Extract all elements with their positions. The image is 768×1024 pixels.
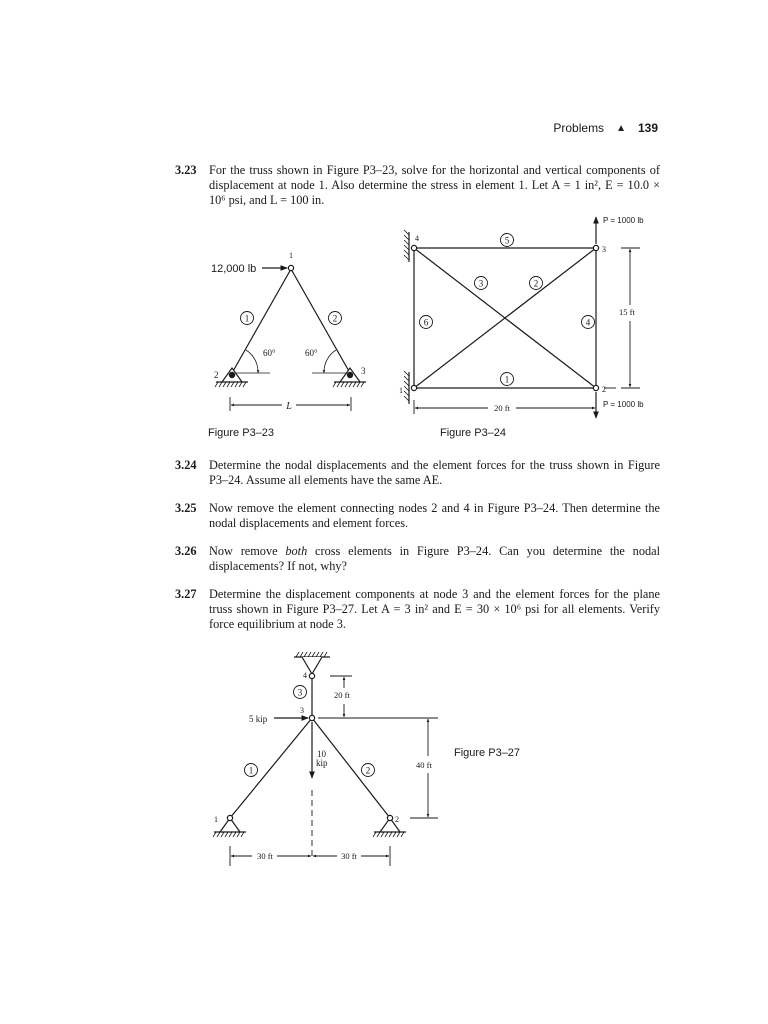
- triangle-icon: ▲: [616, 122, 626, 134]
- load-vertical-number: 10: [317, 749, 326, 759]
- caption-p3-24: Figure P3–24: [440, 427, 507, 439]
- node-4-label: 4: [415, 234, 419, 243]
- dimension-right-label: 30 ft: [341, 851, 357, 861]
- member-1: [230, 718, 312, 818]
- node-4-label: 4: [303, 671, 307, 680]
- problem-number: 3.27: [175, 587, 197, 601]
- wall-support-top: [404, 230, 409, 262]
- span-label: L: [286, 401, 292, 412]
- node-3-circle: [309, 715, 314, 720]
- dimension-side-label: 40 ft: [416, 760, 432, 770]
- problem-number: 3.23: [175, 163, 197, 177]
- element-4-label: 4: [585, 317, 591, 328]
- problem-text: For the truss shown in Figure P3–23, solve for the horizontal and vertical components of displacement at node 1. Also determine the stress in element 1. Let A = 1 in², E = 10.0 × 10⁶ psi, and L = 100 in.: [209, 163, 661, 207]
- element-5-label: 5: [504, 235, 510, 246]
- load-vertical-unit: kip: [316, 758, 328, 768]
- node-1-label: 1: [399, 386, 403, 395]
- load-label: 12,000 lb: [211, 263, 257, 275]
- element-1-label: 1: [244, 313, 250, 324]
- load-horizontal-label: 5 kip: [249, 714, 268, 724]
- height-dimension-label: 15 ft: [619, 307, 635, 317]
- problem-text: Now remove the element connecting nodes 2 and 4 in Figure P3–24. Then determine the nodal displacements and element forces.: [209, 501, 660, 530]
- element-2-label: 2: [533, 278, 539, 289]
- node-1-label: 1: [289, 251, 293, 260]
- node-1-label: 1: [214, 815, 218, 824]
- problem-number: 3.26: [175, 544, 197, 558]
- load-bottom-label: P = 1000 lb: [603, 400, 644, 409]
- node-4-circle: [411, 245, 416, 250]
- figure-p3-23: [215, 265, 366, 411]
- figure-p3-24-labels: [399, 216, 644, 413]
- pin-support-left: [215, 368, 248, 387]
- wall-support-bottom: [404, 371, 409, 404]
- node-1-circle: [411, 385, 416, 390]
- node-4-circle: [309, 673, 314, 678]
- caption-p3-27: Figure P3–27: [454, 747, 521, 759]
- angle-right-label: 60°: [305, 348, 318, 358]
- pin-support-top: [294, 652, 330, 674]
- node-3-circle: [593, 245, 598, 250]
- problem-number: 3.24: [175, 458, 197, 472]
- node-3-label: 3: [361, 366, 366, 376]
- node-2-label: 2: [214, 370, 219, 380]
- node-2-label: 2: [602, 385, 606, 394]
- node-3-label: 3: [300, 706, 304, 715]
- caption-p3-23: Figure P3–23: [208, 427, 275, 439]
- node-2-circle: [593, 385, 598, 390]
- page-number: 139: [637, 121, 658, 135]
- member-2: [312, 718, 390, 818]
- node-3-label: 3: [602, 245, 606, 254]
- node-1-circle: [288, 265, 293, 270]
- element-2-label: 2: [332, 313, 338, 324]
- problem-text: Now remove both cross elements in Figure P3–24. Can you determine the nodal displacements? If not, why?: [209, 544, 660, 573]
- dimension-left-label: 30 ft: [257, 851, 273, 861]
- figure-p3-23-labels: [211, 251, 366, 412]
- element-6-label: 6: [423, 317, 429, 328]
- width-dimension-label: 20 ft: [494, 403, 510, 413]
- problem-text: Determine the nodal displacements and the element forces for the truss shown in Figure P3–24. Assume all elements have the same AE.: [209, 458, 660, 487]
- node-2-label: 2: [395, 815, 399, 824]
- element-2-label: 2: [365, 765, 371, 776]
- element-3-label: 3: [478, 278, 484, 289]
- element-3-label: 3: [297, 687, 303, 698]
- pin-support-right: [373, 815, 406, 837]
- load-top-label: P = 1000 lb: [603, 216, 644, 225]
- angle-left-label: 60°: [263, 348, 276, 358]
- dimension-top-label: 20 ft: [334, 690, 350, 700]
- element-1-label: 1: [248, 765, 254, 776]
- problem-number: 3.25: [175, 501, 197, 515]
- problem-text: Determine the displacement components at node 3 and the element forces for the plane truss shown in Figure P3–27. Let A = 3 in² and E = 30 × 10⁶ psi for all elements. Verify force equilibrium at node 3.: [209, 587, 660, 631]
- element-1-label: 1: [504, 374, 510, 385]
- section-title: Problems: [553, 121, 605, 135]
